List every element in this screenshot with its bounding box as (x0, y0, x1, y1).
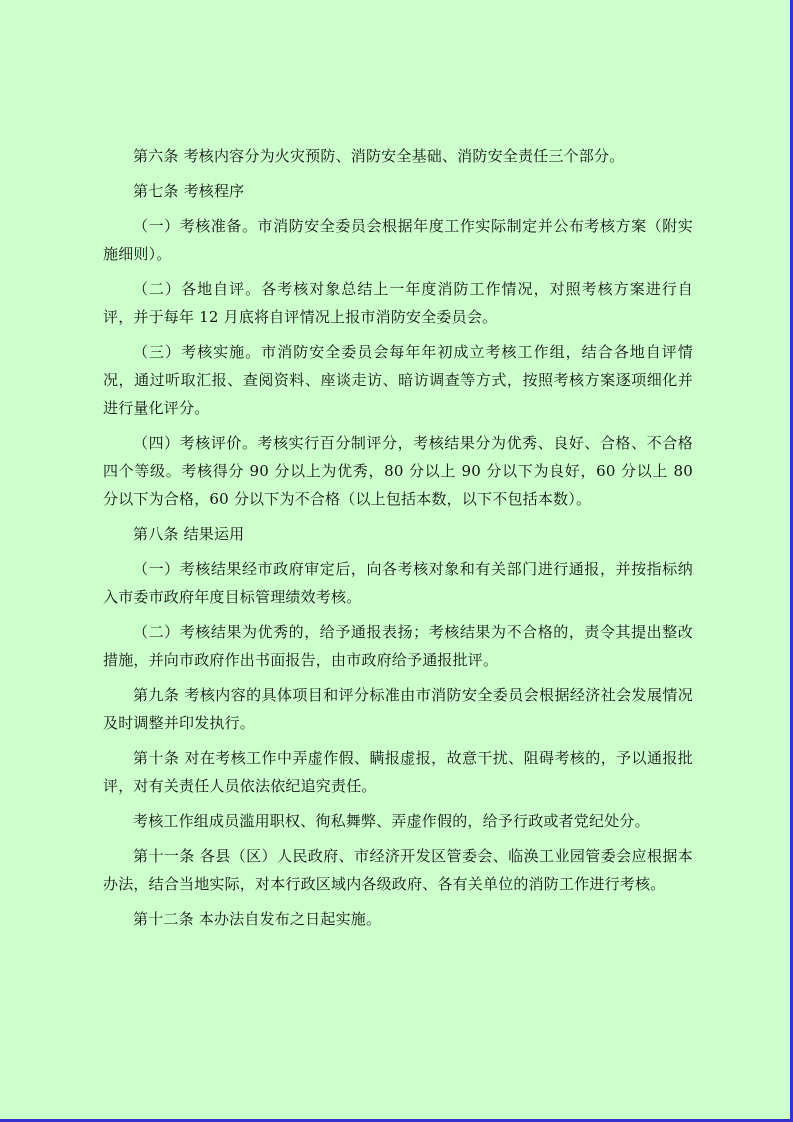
article-6: 第六条 考核内容分为火灾预防、消防安全基础、消防安全责任三个部分。 (133, 147, 625, 165)
article-12: 第十二条 本办法自发布之日起实施。 (133, 910, 382, 928)
article-7-item-2: （二）各地自评。各考核对象总结上一年度消防工作情况，对照考核方案进行自评，并于每年 12 月底将自评情况上报市消防安全委员会。 (103, 280, 693, 326)
article-7-item-3: （三）考核实施。市消防安全委员会每年年初成立考核工作组，结合各地自评情况，通过听取汇报、查阅资料、座谈走访、暗访调查等方式，按照考核方案逐项细化并进行量化评分。 (103, 343, 693, 417)
document-body (103, 142, 693, 940)
article-7-item-4: （四）考核评价。考核实行百分制评分，考核结果分为优秀、良好、合格、不合格四个等级。考核得分 90 分以上为优秀，80 分以上 90 分以下为良好，60 分以上 80 分以下为合格，60 分以下为不合格（以上包括本数，以下不包括本数）。 (103, 434, 693, 508)
article-8-heading: 第八条 结果运用 (133, 525, 245, 543)
article-10-paragraph-2: 考核工作组成员滥用职权、徇私舞弊、弄虚作假的，给予行政或者党纪处分。 (133, 812, 650, 830)
article-9: 第九条 考核内容的具体项目和评分标准由市消防安全委员会根据经济社会发展情况及时调整并印发执行。 (103, 686, 693, 732)
article-11: 第十一条 各县（区）人民政府、市经济开发区管委会、临涣工业园管委会应根据本办法，结合当地实际，对本行政区域内各级政府、各有关单位的消防工作进行考核。 (103, 847, 693, 893)
article-7-heading: 第七条 考核程序 (133, 182, 245, 200)
article-10: 第十条 对在考核工作中弄虚作假、瞒报虚报，故意干扰、阻碍考核的，予以通报批评，对有关责任人员依法依纪追究责任。 (103, 749, 693, 795)
article-8-item-1: （一）考核结果经市政府审定后，向各考核对象和有关部门进行通报，并按指标纳入市委市政府年度目标管理绩效考核。 (103, 560, 693, 606)
article-8-item-2: （二）考核结果为优秀的，给予通报表扬；考核结果为不合格的，责令其提出整改措施，并向市政府作出书面报告，由市政府给予通报批评。 (103, 623, 693, 669)
article-7-item-1: （一）考核准备。市消防安全委员会根据年度工作实际制定并公布考核方案（附实施细则）。 (103, 217, 693, 263)
